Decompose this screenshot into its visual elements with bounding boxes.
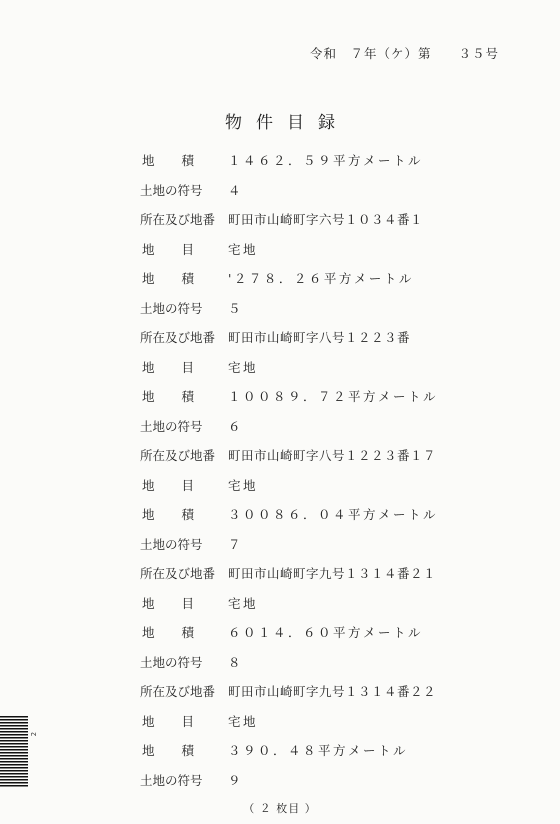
row-value: 町田市山崎町字八号１２２３番	[228, 330, 411, 345]
row-value: ６	[228, 418, 244, 434]
row-label	[140, 565, 224, 583]
row-value: 宅地	[228, 477, 259, 493]
row-value: 町田市山崎町字九号１３１４番２２	[228, 684, 437, 699]
barcode-image	[0, 716, 28, 788]
row-label-part: 地	[142, 743, 155, 758]
case-number: 令和 ７年（ケ）第 ３５号	[310, 46, 500, 61]
row-label-part: 地	[142, 625, 155, 640]
row-label-part: 地	[142, 389, 155, 404]
row-value: 宅地	[228, 359, 259, 375]
row-label-part: 目	[181, 595, 194, 611]
row-label-part: 所在及び地番	[140, 330, 216, 345]
row-label-part: 積	[181, 153, 194, 168]
row-value: ９	[228, 772, 244, 788]
row-label	[140, 241, 224, 259]
row-value: ６０１４．６０平方メートル	[228, 625, 424, 640]
row-value: ４	[228, 182, 244, 198]
row-label-part: 地	[142, 271, 155, 286]
row-value: １００８９．７２平方メートル	[228, 389, 439, 404]
row-value: '２７８．２６平方メートル	[228, 271, 414, 286]
row-label	[140, 182, 224, 200]
row-value: １４６２．５９平方メートル	[228, 153, 424, 168]
row-label-part: 目	[181, 477, 194, 493]
row-value: 町田市山崎町字九号１３１４番２１	[228, 566, 437, 581]
barcode-label: 2	[30, 732, 38, 737]
row-label	[140, 477, 224, 495]
row-label	[140, 506, 224, 524]
row-label	[140, 713, 224, 731]
row-label-part: 所在及び地番	[140, 212, 216, 227]
row-label-part: 地	[142, 241, 155, 257]
row-label-part: 土地の符号	[140, 300, 203, 316]
row-label-part: 地	[142, 713, 155, 729]
row-value: 町田市山崎町字八号１２２３番１７	[228, 448, 437, 463]
row-value: ８	[228, 654, 244, 670]
row-label-part: 地	[142, 595, 155, 611]
row-label-part: 土地の符号	[140, 182, 203, 198]
row-label-part: 地	[142, 507, 155, 522]
row-label-part: 目	[181, 713, 194, 729]
row-label	[140, 359, 224, 377]
row-value: 宅地	[228, 595, 259, 611]
row-label	[140, 654, 224, 672]
row-label	[140, 624, 224, 642]
row-label-part: 積	[181, 389, 194, 404]
row-label	[140, 418, 224, 436]
row-label	[140, 742, 224, 760]
page-number: （ ２ 枚目 ）	[243, 802, 317, 815]
row-value: ５	[228, 300, 244, 316]
row-label-part: 積	[181, 271, 194, 286]
row-label-part: 土地の符号	[140, 418, 203, 434]
row-label-part: 目	[181, 241, 194, 257]
row-label	[140, 388, 224, 406]
row-label	[140, 300, 224, 318]
row-value: ３９０．４８平方メートル	[228, 743, 409, 758]
row-label-part: 積	[181, 507, 194, 522]
row-label-part: 所在及び地番	[140, 448, 216, 463]
row-label-part: 所在及び地番	[140, 566, 216, 581]
row-value: 宅地	[228, 713, 259, 729]
row-label	[140, 536, 224, 554]
row-label	[140, 447, 224, 465]
row-label-part: 所在及び地番	[140, 684, 216, 699]
row-value: ７	[228, 536, 244, 552]
row-value: ３００８６．０４平方メートル	[228, 507, 439, 522]
row-label	[140, 772, 224, 790]
row-label-part: 積	[181, 743, 194, 758]
row-value: 宅地	[228, 241, 259, 257]
row-value: 町田市山崎町字六号１０３４番１	[228, 212, 424, 227]
row-label-part: 目	[181, 359, 194, 375]
document-title: 物件目録	[225, 113, 349, 133]
row-label-part: 地	[142, 359, 155, 375]
row-label-part: 地	[142, 153, 155, 168]
row-label	[140, 329, 224, 347]
row-label	[140, 270, 224, 288]
row-label	[140, 152, 224, 170]
row-label	[140, 595, 224, 613]
row-label-part: 土地の符号	[140, 654, 203, 670]
row-label	[140, 683, 224, 701]
row-label-part: 地	[142, 477, 155, 493]
row-label-part: 積	[181, 625, 194, 640]
row-label	[140, 211, 224, 229]
row-label-part: 土地の符号	[140, 772, 203, 788]
row-label-part: 土地の符号	[140, 536, 203, 552]
